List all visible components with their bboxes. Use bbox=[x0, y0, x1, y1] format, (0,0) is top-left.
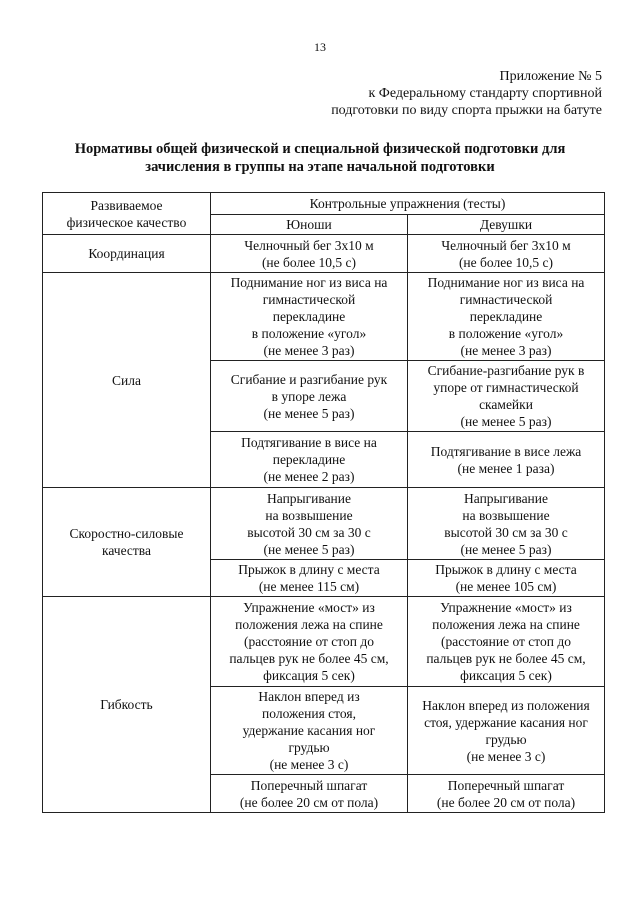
test-boys-cell: Подтягивание в висе на перекладине (не менее 2 раз) bbox=[211, 432, 408, 488]
test-girls-cell: Челночный бег 3х10 м (не более 10,5 с) bbox=[408, 235, 605, 273]
test-boys-cell: Напрыгивание на возвышение высотой 30 см за 30 с (не менее 5 раз) bbox=[211, 488, 408, 560]
header-girls-cell: Девушки bbox=[408, 215, 605, 235]
header-quality-cell: Развиваемое физическое качество bbox=[43, 193, 211, 235]
test-girls-cell: Наклон вперед из положения стоя, удержание касания ног грудью (не менее 3 с) bbox=[408, 687, 605, 775]
document-title bbox=[50, 140, 590, 176]
norms-table bbox=[42, 192, 605, 813]
appendix-block bbox=[331, 68, 602, 119]
test-girls-cell: Поперечный шпагат (не более 20 см от пола) bbox=[408, 775, 605, 813]
appendix-line-2: к Федеральному стандарту спортивной bbox=[368, 86, 602, 101]
header-tests-cell: Контрольные упражнения (тесты) bbox=[211, 193, 605, 215]
test-boys-cell: Поднимание ног из виса на гимнастической перекладине в положение «угол» (не менее 3 раз) bbox=[211, 273, 408, 361]
appendix-line-3: подготовки по виду спорта прыжки на батуте bbox=[331, 103, 602, 118]
test-boys-cell: Сгибание и разгибание рук в упоре лежа (не менее 5 раз) bbox=[211, 361, 408, 432]
appendix-line-1: Приложение № 5 bbox=[499, 69, 602, 84]
test-boys-cell: Челночный бег 3х10 м (не более 10,5 с) bbox=[211, 235, 408, 273]
test-girls-cell: Упражнение «мост» из положения лежа на спине (расстояние от стоп до пальцев рук не более 45 см, фиксация 5 сек) bbox=[408, 597, 605, 687]
quality-strength: Сила bbox=[43, 273, 211, 488]
test-girls-cell: Поднимание ног из виса на гимнастической перекладине в положение «угол» (не менее 3 раз) bbox=[408, 273, 605, 361]
test-girls-cell: Сгибание-разгибание рук в упоре от гимнастической скамейки (не менее 5 раз) bbox=[408, 361, 605, 432]
test-boys-cell: Прыжок в длину с места (не менее 115 см) bbox=[211, 560, 408, 597]
document-title-line-2: зачисления в группы на этапе начальной подготовки bbox=[145, 159, 495, 175]
test-girls-cell: Прыжок в длину с места (не менее 105 см) bbox=[408, 560, 605, 597]
test-boys-cell: Поперечный шпагат (не более 20 см от пола) bbox=[211, 775, 408, 813]
quality-flexibility: Гибкость bbox=[43, 597, 211, 813]
test-girls-cell: Напрыгивание на возвышение высотой 30 см за 30 с (не менее 5 раз) bbox=[408, 488, 605, 560]
quality-speed-strength: Скоростно-силовые качества bbox=[43, 488, 211, 597]
test-girls-cell: Подтягивание в висе лежа (не менее 1 раза) bbox=[408, 432, 605, 488]
quality-coordination: Координация bbox=[43, 235, 211, 273]
document-title-line-1: Нормативы общей физической и специальной физической подготовки для bbox=[74, 141, 566, 157]
header-boys-cell: Юноши bbox=[211, 215, 408, 235]
page-number: 13 bbox=[314, 40, 326, 54]
test-boys-cell: Наклон вперед из положения стоя, удержание касания ног грудью (не менее 3 с) bbox=[211, 687, 408, 775]
test-boys-cell: Упражнение «мост» из положения лежа на спине (расстояние от стоп до пальцев рук не более 45 см, фиксация 5 сек) bbox=[211, 597, 408, 687]
